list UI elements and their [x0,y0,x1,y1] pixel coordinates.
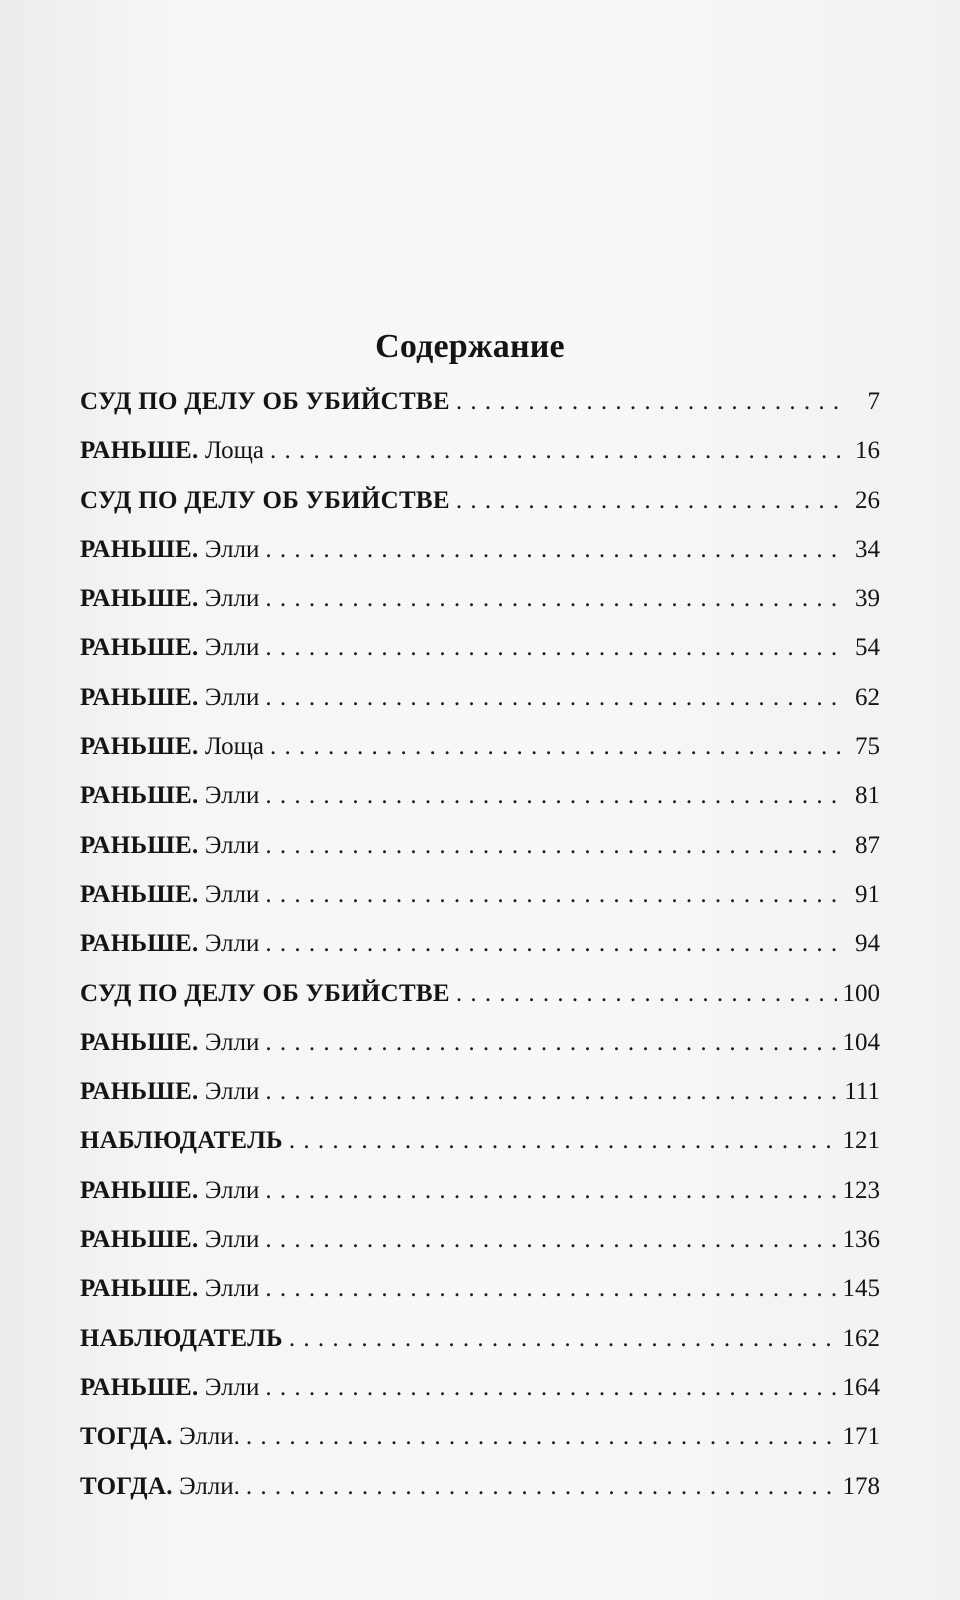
table-of-contents [80,388,880,1522]
toc-entry-subtitle: Элли [204,1373,260,1401]
toc-entry-subtitle: Элли [204,683,260,711]
toc-entry-section: РАНЬШЕ. [80,1176,199,1204]
toc-entry [80,388,880,437]
toc-leader-dots [265,930,844,958]
toc-entry-page-number: 178 [842,1472,880,1500]
toc-entry-page-number: 87 [855,831,880,859]
toc-leader-dots [246,1473,837,1501]
toc-leader-dots [270,437,844,465]
toc-entry [80,1078,880,1127]
toc-leader-dots [289,1325,837,1353]
toc-entry [80,1226,880,1275]
toc-entry-section: ТОГДА. [80,1423,173,1451]
toc-entry-page-number: 54 [855,634,880,662]
toc-leader-dots [265,585,844,613]
toc-leader-dots [265,1177,836,1205]
toc-entry-section: РАНЬШЕ. [80,782,199,810]
toc-entry [80,881,880,930]
toc-entry-subtitle: Элли [204,1078,260,1106]
toc-entry [80,1423,880,1472]
toc-entry-section: РАНЬШЕ. [80,437,199,465]
toc-entry [80,536,880,585]
toc-leader-dots [456,980,837,1008]
toc-leader-dots [265,782,844,810]
toc-entry-page-number: 75 [855,733,880,761]
toc-leader-dots [246,1423,837,1451]
toc-entry-subtitle: Элли [204,1226,260,1254]
toc-entry [80,1325,880,1374]
toc-entry-section: НАБЛЮДАТЕЛЬ [80,1324,283,1352]
toc-entry-section: РАНЬШЕ. [80,683,199,711]
page-title: Содержание [375,328,565,365]
toc-entry-subtitle: Элли [204,930,260,958]
toc-entry-section: РАНЬШЕ. [80,1373,199,1401]
toc-entry-subtitle: Элли. [179,1472,240,1500]
toc-entry-page-number: 100 [842,979,880,1007]
toc-entry-section: РАНЬШЕ. [80,585,199,613]
toc-entry [80,487,880,536]
toc-entry-page-number: 7 [867,388,880,415]
toc-entry [80,930,880,979]
toc-entry-page-number: 171 [842,1423,880,1451]
toc-entry-page-number: 16 [855,437,880,465]
toc-entry-page-number: 104 [842,1028,880,1056]
toc-entry-subtitle: Элли [204,1275,260,1303]
toc-leader-dots [265,1226,836,1254]
toc-entry [80,684,880,733]
toc-entry-section: РАНЬШЕ. [80,930,199,958]
toc-entry-page-number: 123 [842,1176,880,1204]
toc-entry-subtitle: Элли [204,880,260,908]
toc-entry-subtitle: Элли. [179,1423,240,1451]
toc-entry [80,1374,880,1423]
toc-entry-subtitle: Лоща [204,733,265,761]
toc-entry-section: ТОГДА. [80,1472,173,1500]
toc-entry-page-number: 26 [855,486,880,514]
toc-entry-section: РАНЬШЕ. [80,733,199,761]
toc-entry-section: РАНЬШЕ. [80,1275,199,1303]
toc-entry-subtitle: Элли [204,782,260,810]
toc-entry-section: СУД ПО ДЕЛУ ОБ УБИЙСТВЕ [80,486,450,514]
toc-leader-dots [265,832,844,860]
toc-entry-subtitle: Лоща [204,437,265,465]
toc-entry-page-number: 145 [842,1275,880,1303]
toc-entry-page-number: 164 [842,1373,880,1401]
toc-entry-section: НАБЛЮДАТЕЛЬ [80,1127,283,1155]
toc-entry-page-number: 94 [855,930,880,958]
toc-entry [80,832,880,881]
toc-entry-subtitle: Элли [204,831,260,859]
toc-entry [80,1177,880,1226]
toc-leader-dots [456,487,844,515]
toc-entry [80,1473,880,1522]
toc-entry-page-number: 39 [855,585,880,613]
toc-entry-section: РАНЬШЕ. [80,1078,199,1106]
toc-entry-section: РАНЬШЕ. [80,1226,199,1254]
toc-entry-section: СУД ПО ДЕЛУ ОБ УБИЙСТВЕ [80,388,450,415]
toc-entry-subtitle: Элли [204,1176,260,1204]
toc-entry-page-number: 162 [842,1324,880,1352]
toc-leader-dots [265,634,844,662]
toc-leader-dots [270,733,844,761]
toc-entry-subtitle: Элли [204,1028,260,1056]
toc-leader-dots [265,684,844,712]
toc-entry [80,1275,880,1324]
toc-entry-section: СУД ПО ДЕЛУ ОБ УБИЙСТВЕ [80,979,450,1007]
toc-entry-subtitle: Элли [204,535,260,563]
toc-leader-dots [265,1029,836,1057]
toc-entry-page-number: 34 [855,535,880,563]
toc-leader-dots [265,536,844,564]
toc-entry-section: РАНЬШЕ. [80,634,199,662]
toc-leader-dots [265,1275,836,1303]
toc-entry [80,1029,880,1078]
toc-leader-dots [265,881,844,909]
toc-leader-dots [289,1127,837,1155]
toc-entry [80,585,880,634]
toc-entry-subtitle: Элли [204,634,260,662]
toc-entry-page-number: 91 [855,880,880,908]
toc-entry-section: РАНЬШЕ. [80,831,199,859]
toc-entry [80,1127,880,1176]
toc-leader-dots [265,1078,838,1106]
toc-entry [80,782,880,831]
toc-entry [80,980,880,1029]
toc-entry-page-number: 62 [855,683,880,711]
toc-entry-page-number: 136 [842,1226,880,1254]
toc-leader-dots [265,1374,836,1402]
toc-entry [80,437,880,486]
toc-entry [80,733,880,782]
toc-entry [80,634,880,683]
toc-entry-section: РАНЬШЕ. [80,880,199,908]
toc-entry-page-number: 111 [844,1078,880,1106]
toc-entry-subtitle: Элли [204,585,260,613]
toc-entry-page-number: 121 [842,1127,880,1155]
toc-entry-section: РАНЬШЕ. [80,1028,199,1056]
toc-leader-dots [456,388,844,416]
toc-entry-section: РАНЬШЕ. [80,535,199,563]
toc-entry-page-number: 81 [855,782,880,810]
